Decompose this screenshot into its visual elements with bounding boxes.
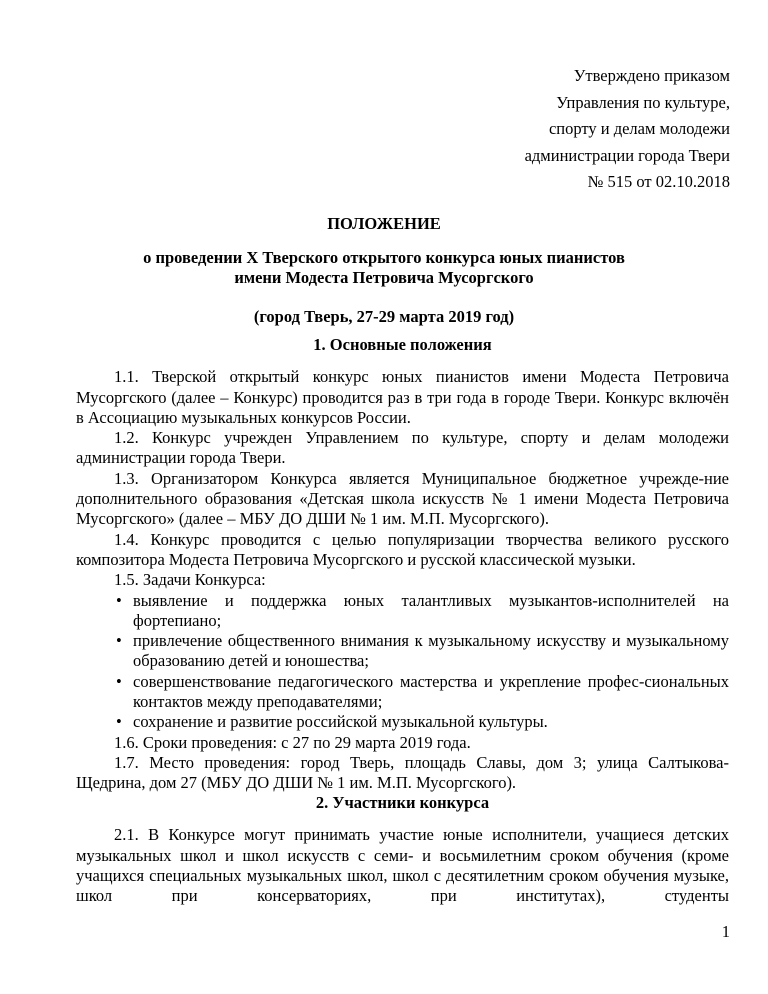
approval-line: № 515 от 02.10.2018 <box>587 172 730 192</box>
section-1-heading: 1. Основные положения <box>313 335 492 354</box>
approval-block <box>525 63 730 196</box>
section-1 <box>76 335 729 794</box>
paragraph-1-5: 1.5. Задачи Конкурса: <box>114 570 266 590</box>
approval-line: спорту и делам молодежи <box>548 119 730 139</box>
approval-line: администрации города Твери <box>524 145 730 165</box>
paragraph-2-1: 2.1. В Конкурсе могут принимать участие юные исполнители, учащиеся детских музыкальных школ и школ искусств с семи- и восьмилетним сроком обучения (кроме учащихся специальных музыкальных школ, школ с десятилетним сроком обучения музыке, школ при консерваториях, при институтах), студенты <box>76 825 729 906</box>
list-item: • выявление и поддержка юных талантливых музыкантов-исполнителей на фортепиано; <box>76 591 729 632</box>
paragraph-1-3: 1.3. Организатором Конкурса является Муниципальное бюджетное учрежде-ние дополнительного образования «Детская школа искусств № 1 имени Модеста Петровича Мусоргского» (далее – МБУ ДО ДШИ № 1 им. М.П. Мусоргского). <box>76 468 729 529</box>
list-item: • совершенствование педагогического мастерства и укрепление профес-сиональных контактов между преподавателями; <box>76 672 729 713</box>
tasks-list <box>76 591 729 733</box>
section-2-heading: 2. Участники конкурса <box>315 793 490 812</box>
document-subtitle-line-2: имени Модеста Петровича Мусоргского <box>234 268 534 287</box>
page-number: 1 <box>721 922 730 941</box>
approval-line: Управления по культуре, <box>556 92 730 112</box>
paragraph-1-7: 1.7. Место проведения: город Тверь, площадь Славы, дом 3; улица Салтыкова-Щедрина, дом 27 (МБУ ДО ДШИ № 1 им. М.П. Мусоргского). <box>76 752 729 793</box>
list-item: • привлечение общественного внимания к музыкальному искусству и музыкальному образованию детей и юношества; <box>76 631 729 672</box>
document-subtitle-line-1: о проведении X Тверского открытого конкурса юных пианистов <box>143 248 625 267</box>
paragraph-1-6: 1.6. Сроки проведения: с 27 по 29 марта 2019 года. <box>114 732 471 752</box>
place-and-date: (город Тверь, 27-29 марта 2019 год) <box>253 307 515 326</box>
section-2 <box>76 793 729 906</box>
paragraph-1-2: 1.2. Конкурс учрежден Управлением по культуре, спорту и делам молодежи администрации города Твери. <box>76 428 729 468</box>
paragraph-1-1: 1.1. Тверской открытый конкурс юных пианистов имени Модеста Петровича Мусоргского (далее – Конкурс) проводится раз в три года в городе Твери. Конкурс включён в Ассоциацию музыкальных конкурсов России. <box>76 367 729 427</box>
document-title: ПОЛОЖЕНИЕ <box>327 214 441 233</box>
paragraph-1-4: 1.4. Конкурс проводится с целью популяризации творчества великого русского композитора Модеста Петровича Мусоргского и русской классической музыки. <box>76 529 729 569</box>
approval-line: Утверждено приказом <box>573 66 730 85</box>
list-item: • сохранение и развитие российской музыкальной культуры. <box>76 712 729 732</box>
